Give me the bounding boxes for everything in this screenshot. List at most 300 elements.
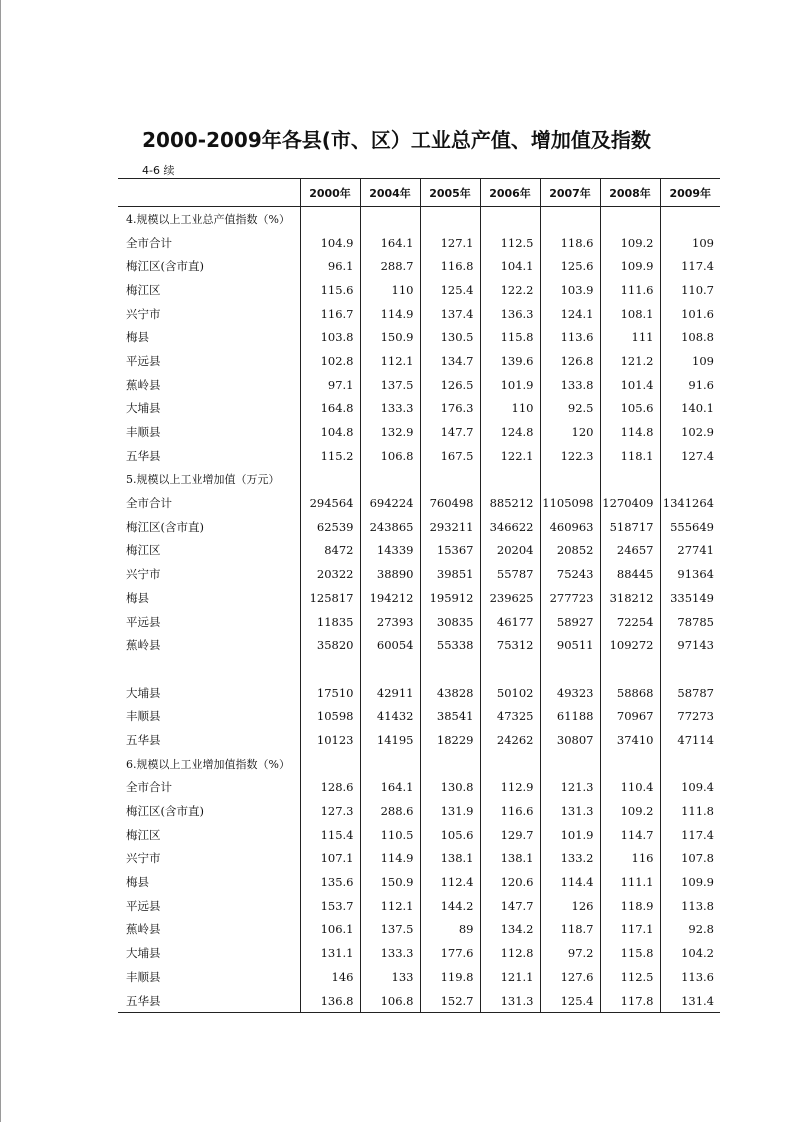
table-cell: 117.4 (660, 254, 720, 278)
table-cell: 15367 (420, 539, 480, 563)
table-cell: 133 (360, 965, 420, 989)
table-cell: 134.7 (420, 349, 480, 373)
table-cell: 195912 (420, 586, 480, 610)
table-cell: 92.5 (540, 397, 600, 421)
table-cell: 109.9 (600, 254, 660, 278)
row-label: 五华县 (126, 448, 161, 463)
table-cell: 118.9 (600, 894, 660, 918)
table-cell: 112.5 (480, 231, 540, 255)
table-row (118, 823, 720, 847)
table-cell: 147.7 (480, 894, 540, 918)
table-cell: 131.1 (300, 941, 360, 965)
header-year: 2008年 (600, 179, 660, 207)
table-cell: 50102 (480, 681, 540, 705)
table-cell: 133.8 (540, 373, 600, 397)
table-cell: 113.6 (660, 965, 720, 989)
table-row (118, 965, 720, 989)
table-cell: 167.5 (420, 444, 480, 468)
table-cell: 96.1 (300, 254, 360, 278)
row-label: 丰顺县 (126, 709, 161, 724)
table-cell: 24657 (600, 539, 660, 563)
section-label: 4.规模以上工业总产值指数（%） (126, 212, 290, 226)
table-cell: 127.3 (300, 799, 360, 823)
row-label: 蕉岭县 (126, 638, 161, 653)
table-cell: 194212 (360, 586, 420, 610)
table-cell: 58868 (600, 681, 660, 705)
table-cell: 77273 (660, 704, 720, 728)
table-cell: 318212 (600, 586, 660, 610)
table-cell: 102.9 (660, 420, 720, 444)
table-cell: 130.8 (420, 776, 480, 800)
table-row (118, 302, 720, 326)
table-cell: 111.8 (660, 799, 720, 823)
table-cell: 114.8 (600, 420, 660, 444)
row-label: 大埔县 (126, 685, 161, 700)
table-cell: 101.6 (660, 302, 720, 326)
table-cell: 102.8 (300, 349, 360, 373)
table-cell: 109.2 (600, 799, 660, 823)
table-cell: 125.4 (420, 278, 480, 302)
row-label: 梅县 (126, 330, 149, 345)
table-number: 4-6 续 (142, 164, 175, 177)
table-cell: 101.9 (480, 373, 540, 397)
table-row (118, 373, 720, 397)
row-label: 梅江区 (126, 827, 161, 842)
table-cell: 110.7 (660, 278, 720, 302)
table-cell: 115.8 (600, 941, 660, 965)
table-cell (660, 752, 720, 776)
header-year: 2000年 (300, 179, 360, 207)
table-cell: 38541 (420, 704, 480, 728)
table-cell: 58927 (540, 610, 600, 634)
table-cell (360, 752, 420, 776)
table-cell: 885212 (480, 491, 540, 515)
table-cell: 106.1 (300, 918, 360, 942)
table-cell: 107.8 (660, 847, 720, 871)
table-row (118, 918, 720, 942)
table-cell: 41432 (360, 704, 420, 728)
table-cell: 75243 (540, 562, 600, 586)
table-cell: 153.7 (300, 894, 360, 918)
table-cell: 78785 (660, 610, 720, 634)
table-cell: 114.7 (600, 823, 660, 847)
table-row (118, 633, 720, 657)
table-cell: 335149 (660, 586, 720, 610)
table-cell: 75312 (480, 633, 540, 657)
table-cell: 97.1 (300, 373, 360, 397)
table-cell: 97143 (660, 633, 720, 657)
table-cell: 132.9 (360, 420, 420, 444)
table-cell: 164.1 (360, 776, 420, 800)
table-cell: 110 (360, 278, 420, 302)
table-body (118, 207, 720, 1013)
table-cell: 134.2 (480, 918, 540, 942)
table-cell: 131.9 (420, 799, 480, 823)
table-cell: 150.9 (360, 325, 420, 349)
table-cell: 131.4 (660, 989, 720, 1013)
row-label: 兴宁市 (126, 567, 161, 582)
table-cell: 118.6 (540, 231, 600, 255)
table-cell: 164.1 (360, 231, 420, 255)
table-cell: 115.4 (300, 823, 360, 847)
table-cell: 112.1 (360, 349, 420, 373)
table-cell: 346622 (480, 515, 540, 539)
table-cell: 58787 (660, 681, 720, 705)
table-cell: 104.1 (480, 254, 540, 278)
table-cell (540, 468, 600, 492)
section-label: 5.规模以上工业增加值（万元） (126, 473, 280, 487)
row-label: 五华县 (126, 732, 161, 747)
table-cell: 10123 (300, 728, 360, 752)
table-row (118, 515, 720, 539)
table-cell: 104.9 (300, 231, 360, 255)
table-cell: 294564 (300, 491, 360, 515)
table-cell: 105.6 (600, 397, 660, 421)
table-row (118, 420, 720, 444)
table-cell: 139.6 (480, 349, 540, 373)
table-cell: 89 (420, 918, 480, 942)
table-cell: 239625 (480, 586, 540, 610)
table-cell: 109.4 (660, 776, 720, 800)
table-cell: 138.1 (480, 847, 540, 871)
page-title: 2000-2009年各县(市、区）工业总产值、增加值及指数 (142, 128, 651, 152)
row-label: 梅江区(含市直) (126, 519, 204, 534)
table-cell: 112.1 (360, 894, 420, 918)
table-cell: 14195 (360, 728, 420, 752)
table-cell: 106.8 (360, 989, 420, 1013)
table-row (118, 989, 720, 1013)
table-row (118, 870, 720, 894)
table-cell: 62539 (300, 515, 360, 539)
row-label: 全市合计 (126, 780, 172, 795)
table-cell (300, 657, 360, 681)
table-cell: 147.7 (420, 420, 480, 444)
row-label: 梅江区 (126, 282, 161, 297)
table-cell: 136.3 (480, 302, 540, 326)
header-blank (118, 179, 300, 207)
table-row (118, 704, 720, 728)
table-cell: 110 (480, 397, 540, 421)
page-border (0, 0, 1, 1122)
table-cell (360, 657, 420, 681)
table-cell: 1341264 (660, 491, 720, 515)
table-cell: 120 (540, 420, 600, 444)
row-label: 大埔县 (126, 946, 161, 961)
table-cell: 121.3 (540, 776, 600, 800)
header-row (118, 179, 720, 207)
table-cell: 108.8 (660, 325, 720, 349)
table-cell: 1270409 (600, 491, 660, 515)
table-row (118, 847, 720, 871)
table-cell: 125.6 (540, 254, 600, 278)
table-cell: 103.9 (540, 278, 600, 302)
table-cell: 127.6 (540, 965, 600, 989)
table-cell: 104.8 (300, 420, 360, 444)
table-cell: 146 (300, 965, 360, 989)
table-cell (480, 207, 540, 231)
table-cell: 112.4 (420, 870, 480, 894)
row-label (118, 657, 300, 681)
table-cell: 131.3 (480, 989, 540, 1013)
data-table (118, 178, 720, 1013)
table-cell: 27741 (660, 539, 720, 563)
table-cell: 114.4 (540, 870, 600, 894)
table-cell: 111.1 (600, 870, 660, 894)
row-label: 五华县 (118, 989, 300, 1013)
table-cell: 110.4 (600, 776, 660, 800)
table-cell: 30835 (420, 610, 480, 634)
table-cell: 92.8 (660, 918, 720, 942)
table-cell: 47114 (660, 728, 720, 752)
table-cell (420, 657, 480, 681)
row-label: 平远县 (126, 614, 161, 629)
table-cell: 10598 (300, 704, 360, 728)
table-cell: 122.2 (480, 278, 540, 302)
table-cell: 129.7 (480, 823, 540, 847)
table-row (118, 231, 720, 255)
row-label: 梅江区 (126, 543, 161, 558)
table-cell: 133.3 (360, 397, 420, 421)
table-cell (600, 468, 660, 492)
table-cell: 35820 (300, 633, 360, 657)
table-cell: 108.1 (600, 302, 660, 326)
header-year: 2007年 (540, 179, 600, 207)
table-cell: 39851 (420, 562, 480, 586)
table-cell: 113.8 (660, 894, 720, 918)
section-row (118, 207, 720, 231)
table-cell: 46177 (480, 610, 540, 634)
table-cell: 136.8 (300, 989, 360, 1013)
header-year: 2009年 (660, 179, 720, 207)
header-year: 2005年 (420, 179, 480, 207)
table-cell: 38890 (360, 562, 420, 586)
table-cell: 293211 (420, 515, 480, 539)
table-cell: 127.4 (660, 444, 720, 468)
table-cell: 91364 (660, 562, 720, 586)
table-cell: 47325 (480, 704, 540, 728)
table-row (118, 776, 720, 800)
table-cell: 114.9 (360, 847, 420, 871)
table-cell: 112.5 (600, 965, 660, 989)
table-cell: 111.6 (600, 278, 660, 302)
table-cell: 288.7 (360, 254, 420, 278)
table-row (118, 397, 720, 421)
table-cell: 138.1 (420, 847, 480, 871)
table-cell: 116.6 (480, 799, 540, 823)
table-row (118, 610, 720, 634)
table-cell: 107.1 (300, 847, 360, 871)
table-cell: 18229 (420, 728, 480, 752)
table-row (118, 444, 720, 468)
table-cell: 109 (660, 231, 720, 255)
table-cell (600, 752, 660, 776)
row-label: 梅县 (126, 875, 149, 890)
table-row (118, 539, 720, 563)
table-cell (600, 207, 660, 231)
table-cell: 115.8 (480, 325, 540, 349)
table-cell: 118.1 (600, 444, 660, 468)
table-cell: 30807 (540, 728, 600, 752)
table-cell: 70967 (600, 704, 660, 728)
row-label: 蕉岭县 (126, 377, 161, 392)
table-cell: 135.6 (300, 870, 360, 894)
table-cell: 97.2 (540, 941, 600, 965)
row-label: 平远县 (126, 353, 161, 368)
table-cell: 121.1 (480, 965, 540, 989)
table-cell: 37410 (600, 728, 660, 752)
row-label: 全市合计 (126, 235, 172, 250)
table-cell: 8472 (300, 539, 360, 563)
row-label: 梅江区(含市直) (126, 259, 204, 274)
row-label: 大埔县 (126, 401, 161, 416)
table-cell: 117.4 (660, 823, 720, 847)
table-cell: 127.1 (420, 231, 480, 255)
table-cell (660, 468, 720, 492)
table-cell: 152.7 (420, 989, 480, 1013)
table-cell: 115.2 (300, 444, 360, 468)
table-cell: 60054 (360, 633, 420, 657)
table-cell (600, 657, 660, 681)
table-cell (300, 468, 360, 492)
table-cell: 120.6 (480, 870, 540, 894)
table-cell (540, 657, 600, 681)
row-label: 全市合计 (126, 496, 172, 511)
table-cell: 128.6 (300, 776, 360, 800)
table-cell: 277723 (540, 586, 600, 610)
table-cell (300, 207, 360, 231)
table-cell (360, 468, 420, 492)
table-cell: 125817 (300, 586, 360, 610)
table-cell: 119.8 (420, 965, 480, 989)
table-cell: 109272 (600, 633, 660, 657)
table-cell: 117.1 (600, 918, 660, 942)
table-cell: 11835 (300, 610, 360, 634)
table-cell: 118.7 (540, 918, 600, 942)
table-cell: 140.1 (660, 397, 720, 421)
table-cell (360, 207, 420, 231)
spacer-row (118, 657, 720, 681)
table-cell: 117.8 (600, 989, 660, 1013)
section-row (118, 752, 720, 776)
row-label: 平远县 (126, 898, 161, 913)
row-label: 蕉岭县 (126, 922, 161, 937)
table-cell: 131.3 (540, 799, 600, 823)
table-cell (480, 752, 540, 776)
table-cell (480, 657, 540, 681)
table-cell: 122.3 (540, 444, 600, 468)
section-row (118, 468, 720, 492)
table-cell: 20852 (540, 539, 600, 563)
table-cell: 288.6 (360, 799, 420, 823)
table-cell: 124.1 (540, 302, 600, 326)
table-cell: 106.8 (360, 444, 420, 468)
table-cell: 114.9 (360, 302, 420, 326)
table-cell: 49323 (540, 681, 600, 705)
table-cell: 116 (600, 847, 660, 871)
row-label: 丰顺县 (126, 969, 161, 984)
row-label: 丰顺县 (126, 425, 161, 440)
table-cell (300, 752, 360, 776)
table-cell: 101.4 (600, 373, 660, 397)
table-cell: 109.2 (600, 231, 660, 255)
table-cell: 110.5 (360, 823, 420, 847)
table-cell: 164.8 (300, 397, 360, 421)
table-row (118, 799, 720, 823)
table-cell: 126 (540, 894, 600, 918)
table-cell: 694224 (360, 491, 420, 515)
row-label: 兴宁市 (126, 306, 161, 321)
table-cell (420, 468, 480, 492)
table-cell: 122.1 (480, 444, 540, 468)
table-cell: 27393 (360, 610, 420, 634)
table-cell: 112.9 (480, 776, 540, 800)
table-row (118, 349, 720, 373)
table-cell: 144.2 (420, 894, 480, 918)
table-cell: 137.5 (360, 918, 420, 942)
table-cell: 121.2 (600, 349, 660, 373)
table-row (118, 941, 720, 965)
table-cell: 109 (660, 349, 720, 373)
row-label: 兴宁市 (126, 851, 161, 866)
table-row (118, 278, 720, 302)
table-cell: 61188 (540, 704, 600, 728)
table-cell: 109.9 (660, 870, 720, 894)
table-cell: 243865 (360, 515, 420, 539)
section-label: 6.规模以上工业增加值指数（%） (126, 757, 290, 771)
table-cell: 133.2 (540, 847, 600, 871)
table-cell: 518717 (600, 515, 660, 539)
table-cell: 101.9 (540, 823, 600, 847)
row-label: 梅江区(含市直) (126, 804, 204, 819)
table-cell: 111 (600, 325, 660, 349)
table-cell: 42911 (360, 681, 420, 705)
table-cell: 1105098 (540, 491, 600, 515)
table-cell: 14339 (360, 539, 420, 563)
table-row (118, 728, 720, 752)
table-cell: 150.9 (360, 870, 420, 894)
table-cell (660, 207, 720, 231)
table-cell (540, 207, 600, 231)
table-cell (660, 657, 720, 681)
table-cell: 760498 (420, 491, 480, 515)
header-year: 2006年 (480, 179, 540, 207)
table-cell: 177.6 (420, 941, 480, 965)
table-cell: 104.2 (660, 941, 720, 965)
table-cell: 20322 (300, 562, 360, 586)
table-cell: 112.8 (480, 941, 540, 965)
table-cell: 130.5 (420, 325, 480, 349)
table-cell: 125.4 (540, 989, 600, 1013)
table-cell: 88445 (600, 562, 660, 586)
table-cell: 126.8 (540, 349, 600, 373)
table-row (118, 325, 720, 349)
table-row (118, 681, 720, 705)
table-cell: 91.6 (660, 373, 720, 397)
table-cell: 124.8 (480, 420, 540, 444)
table-cell (420, 752, 480, 776)
table-cell: 103.8 (300, 325, 360, 349)
table-row (118, 254, 720, 278)
table-cell: 55787 (480, 562, 540, 586)
table-cell: 55338 (420, 633, 480, 657)
table-cell: 105.6 (420, 823, 480, 847)
table-cell (420, 207, 480, 231)
table-cell: 176.3 (420, 397, 480, 421)
table-cell: 115.6 (300, 278, 360, 302)
table-cell: 460963 (540, 515, 600, 539)
table-cell: 137.5 (360, 373, 420, 397)
row-label: 梅县 (126, 590, 149, 605)
